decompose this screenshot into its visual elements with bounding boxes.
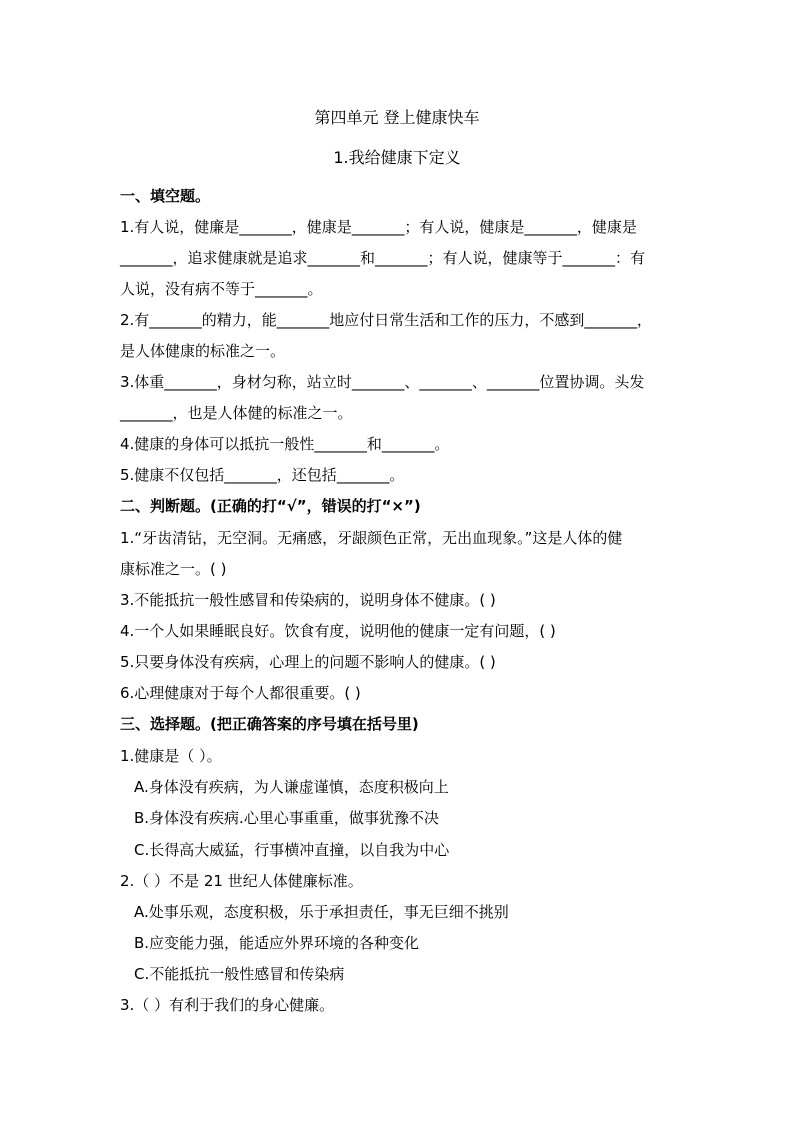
question-2-option-c: C.不能抵抗一般性感冒和传染病 <box>134 965 345 983</box>
section2-line: 5.只要身体没有疾病，心理上的问题不影响人的健康。( ) <box>120 653 496 671</box>
section2-line: 6.心理健康对于每个人都很重要。( ) <box>120 684 361 702</box>
section3-heading: 三、选择题。(把正确答案的序号填在括号里) <box>120 715 419 733</box>
section2-heading: 二、判断题。(正确的打“√”，错误的打“×”) <box>120 497 421 515</box>
question-2: 2.（ ）不是 21 世纪人体健廉标准。 <box>120 872 363 890</box>
question-3: 3.（ ）有利于我们的身心健廉。 <box>120 996 335 1014</box>
section1-line: 是人体健康的标准之一。 <box>120 342 286 360</box>
question-2-option-b: B.应变能力强，能适应外界环境的各种变化 <box>134 934 420 952</box>
section1-heading: 一、填空题。 <box>120 187 211 205</box>
section1-line: _______，追求健康就是追求_______和_______；有人说，健康等于_______：有 <box>120 249 646 267</box>
section2-line: 3.不能抵抗一般性感冒和传染病的，说明身体不健康。( ) <box>120 591 496 609</box>
section1-line: 人说，没有病不等于_______。 <box>120 280 323 298</box>
section1-line: 5.健康不仅包括_______，还包括_______。 <box>120 466 405 484</box>
question-1-option-a: A.身体没有疾病，为人谦虚谨慎，态度积极向上 <box>134 778 449 796</box>
section2-line: 康标准之一。( ) <box>120 560 227 578</box>
section1-line: 2.有_______的精力，能_______地应付日常生活和工作的压力，不感到_______， <box>120 311 652 329</box>
lesson-title: 1.我给健康下定义 <box>333 148 461 167</box>
question-1: 1.健康是（ ）。 <box>120 747 222 765</box>
section1-line: 3.体重_______，身材匀称，站立时_______、_______、_______位置协调。头发 <box>120 373 645 391</box>
section2-line: 1.“牙齿清钻，无空洞。无痛感，牙龈颜色正常，无出血现象。”这是人体的健 <box>120 529 623 547</box>
question-1-option-c: C.长得高大威猛，行事横冲直撞，以自我为中心 <box>134 841 450 859</box>
question-1-option-b: B.身体没有疾病.心里心事重重，做事犹豫不决 <box>134 809 439 827</box>
question-2-option-a: A.处事乐观，态度积极，乐于承担责任，事无巨细不挑别 <box>134 903 509 921</box>
section1-line: 4.健康的身体可以抵抗一般性_______和_______。 <box>120 435 450 453</box>
unit-title: 第四单元 登上健康快车 <box>314 108 480 127</box>
section1-line: 1.有人说，健廉是_______，健康是_______；有人说，健康是_______，健康是 <box>120 218 637 236</box>
section1-line: _______，也是人体健的标准之一。 <box>120 404 353 422</box>
section2-line: 4.一个人如果睡眠良好。饮食有度，说明他的健康一定有问题，( ) <box>120 622 556 640</box>
